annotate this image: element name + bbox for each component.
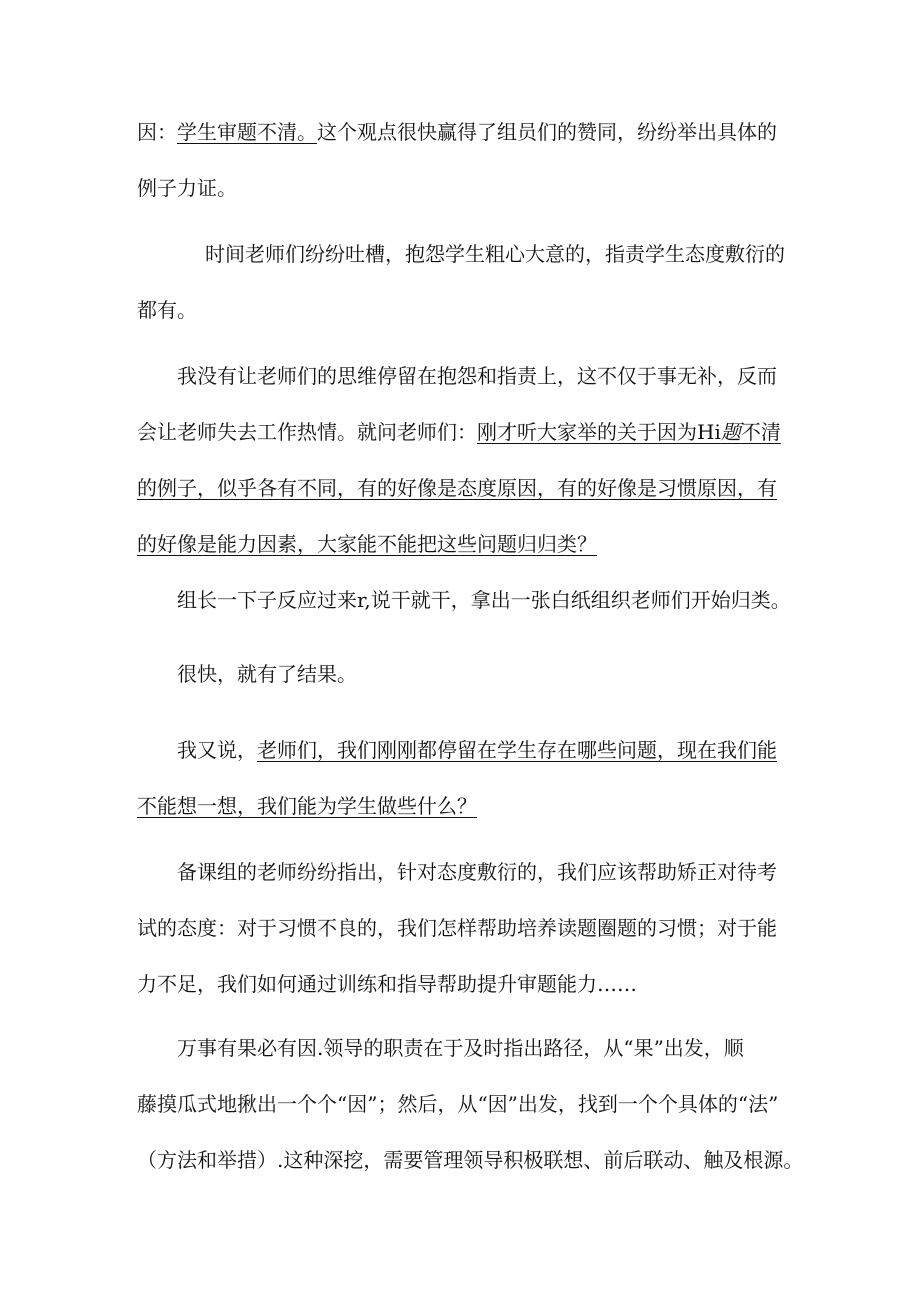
text-line <box>137 404 787 460</box>
paragraph-2 <box>137 226 787 338</box>
underlined-text: 的好像是能力因素，大家能不能把这些问题归归类？ <box>137 532 597 556</box>
paragraph-6 <box>137 722 787 834</box>
text-line <box>137 722 787 778</box>
underlined-text: 学生审题不清。 <box>177 120 317 144</box>
text-line: 我没有让老师们的思维停留在抱怨和指责上，这不仅于事无补，反而 <box>177 364 777 388</box>
text-line: 备课组的老师纷纷指出，针对态度敷衍的，我们应该帮助矫正对待考 <box>177 860 777 884</box>
text-run: 这个观点很快赢得了组员们的赞同，纷纷举出具体的 <box>317 120 777 144</box>
text-line: 力不足，我们如何通过训练和指导帮助提升审题能力…… <box>137 972 637 996</box>
paragraph-5 <box>137 646 787 702</box>
text-line: （方法和举措）.这种深挖，需要管理领导积极联想、前后联动、触及根源。 <box>137 1148 804 1172</box>
underlined-text <box>477 420 781 444</box>
text-line: 组长一下子反应过来r,说干就干，拿出一张白纸组织老师们开始归类。 <box>177 588 791 612</box>
underlined-text: 不能想一想，我们能为学生做些什么？ <box>137 794 477 818</box>
text-line: 很快，就有了结果。 <box>177 662 357 686</box>
text-line: 试的态度：对于习惯不良的，我们怎样帮助培养读题圈题的习惯；对于能 <box>137 916 777 940</box>
text-line: 万事有果必有因.领导的职责在于及时指出路径，从“果”出发，顺 <box>177 1036 744 1060</box>
text-run: 因： <box>137 120 177 144</box>
italic-text: 题 <box>720 420 741 444</box>
text-line: 时间老师们纷纷吐槽，抱怨学生粗心大意的，指责学生态度敷衍的 <box>205 242 785 266</box>
text-run: 刚才听大家举的关于因为Hi <box>477 420 721 444</box>
text-line <box>137 104 787 160</box>
text-run: 我又说， <box>177 738 257 762</box>
underlined-text: 的例子，似乎各有不同，有的好像是态度原因，有的好像是习惯原因，有 <box>137 476 777 500</box>
text-line: 藤摸瓜式地揪出一个个“因”；然后，从“因”出发，找到一个个具体的“法” <box>137 1092 779 1116</box>
text-line: 例子力证。 <box>137 176 237 200</box>
paragraph-8 <box>137 1020 804 1188</box>
paragraph-1 <box>137 104 787 216</box>
paragraph-7 <box>137 844 787 1012</box>
text-line <box>137 778 787 834</box>
underlined-text: 老师们，我们刚刚都停留在学生存在哪些问题，现在我们能 <box>257 738 777 762</box>
paragraph-3 <box>137 348 787 572</box>
paragraph-4 <box>137 572 791 628</box>
text-line <box>137 516 787 572</box>
text-run: 会让老师失去工作热情。就问老师们： <box>137 420 477 444</box>
text-line: 都有。 <box>137 298 197 322</box>
text-run: 不清 <box>740 420 781 444</box>
